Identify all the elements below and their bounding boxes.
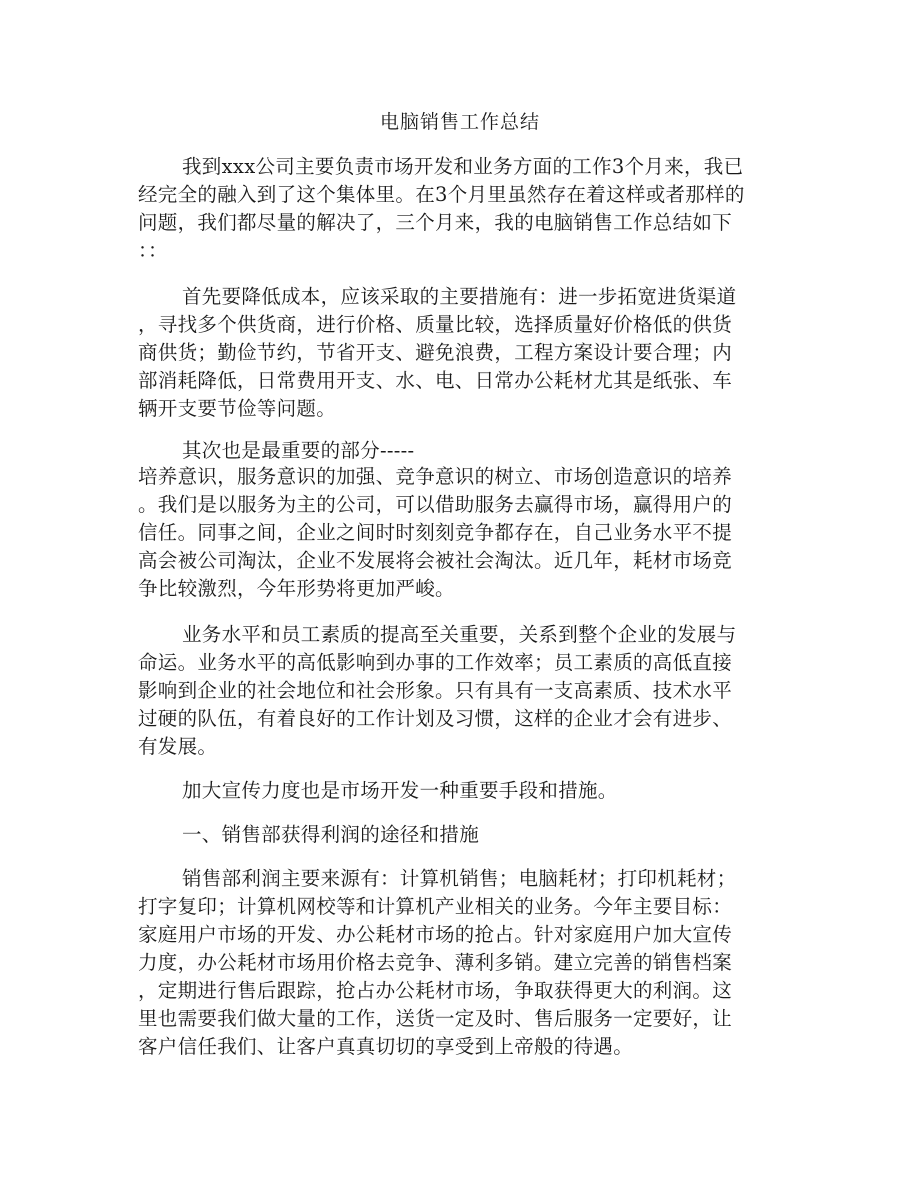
text-line: ，寻找多个供货商，进行价格、质量比较，选择质量好价格低的供货 (138, 313, 733, 336)
text-line: 问题，我们都尽量的解决了，三个月来，我的电脑销售工作总结如下 (138, 211, 733, 234)
text-line: 辆开支要节俭等问题。 (138, 397, 337, 420)
text-line: ，定期进行售后跟踪，抢占办公耗材市场，争取获得更大的利润。这 (138, 979, 733, 1002)
text-line: 里也需要我们做大量的工作，送货一定及时、售后服务一定要好，让 (138, 1007, 733, 1030)
text-line: 经完全的融入到了这个集体里。在3个月里虽然存在着这样或者那样的 (138, 183, 745, 206)
text-line: 商供货；勤俭节约，节省开支、避免浪费，工程方案设计要合理；内 (138, 341, 733, 364)
text-line: 过硬的队伍，有着良好的工作计划及习惯，这样的企业才会有进步、 (138, 707, 733, 730)
text-line: 。我们是以服务为主的公司，可以借助服务去赢得市场，赢得用户的 (138, 493, 733, 516)
text-line: 高会被公司淘汰，企业不发展将会被社会淘汰。近几年，耗材市场竞 (138, 549, 733, 572)
text-line: 有发展。 (138, 735, 218, 758)
text-line: 一、销售部获得利润的途径和措施 (182, 823, 480, 846)
text-line: 客户信任我们、让客户真真切切的享受到上帝般的待遇。 (138, 1035, 634, 1058)
text-line: 销售部利润主要来源有：计算机销售；电脑耗材；打印机耗材； (182, 867, 737, 890)
text-line: 家庭用户市场的开发、办公耗材市场的抢占。针对家庭用户加大宣传 (138, 923, 733, 946)
text-line: 部消耗降低，日常费用开支、水、电、日常办公耗材尤其是纸张、车 (138, 369, 733, 392)
text-line: 信任。同事之间，企业之间时时刻刻竞争都存在，自己业务水平不提 (138, 521, 733, 544)
text-line: ：： (138, 239, 168, 262)
text-line: 力度，办公耗材市场用价格去竞争、薄利多销。建立完善的销售档案 (138, 951, 733, 974)
document-title: 电脑销售工作总结 (379, 111, 540, 133)
text-line: 打字复印；计算机网校等和计算机产业相关的业务。今年主要目标： (138, 895, 733, 918)
text-line: 争比较激烈，今年形势将更加严峻。 (138, 577, 455, 600)
text-line: 其次也是最重要的部分----- (182, 439, 415, 462)
text-line: 我到xxx公司主要负责市场开发和业务方面的工作3个月来，我已 (182, 155, 744, 178)
text-line: 业务水平和员工素质的提高至关重要，关系到整个企业的发展与 (182, 623, 737, 646)
text-line: 加大宣传力度也是市场开发一种重要手段和措施。 (182, 779, 618, 802)
text-line: 培养意识，服务意识的加强、竞争意识的树立、市场创造意识的培养 (138, 465, 733, 488)
text-line: 首先要降低成本，应该采取的主要措施有：进一步拓宽进货渠道 (182, 285, 737, 308)
text-line: 影响到企业的社会地位和社会形象。只有具有一支高素质、技术水平 (138, 679, 733, 702)
text-line: 命运。业务水平的高低影响到办事的工作效率；员工素质的高低直接 (138, 651, 733, 674)
